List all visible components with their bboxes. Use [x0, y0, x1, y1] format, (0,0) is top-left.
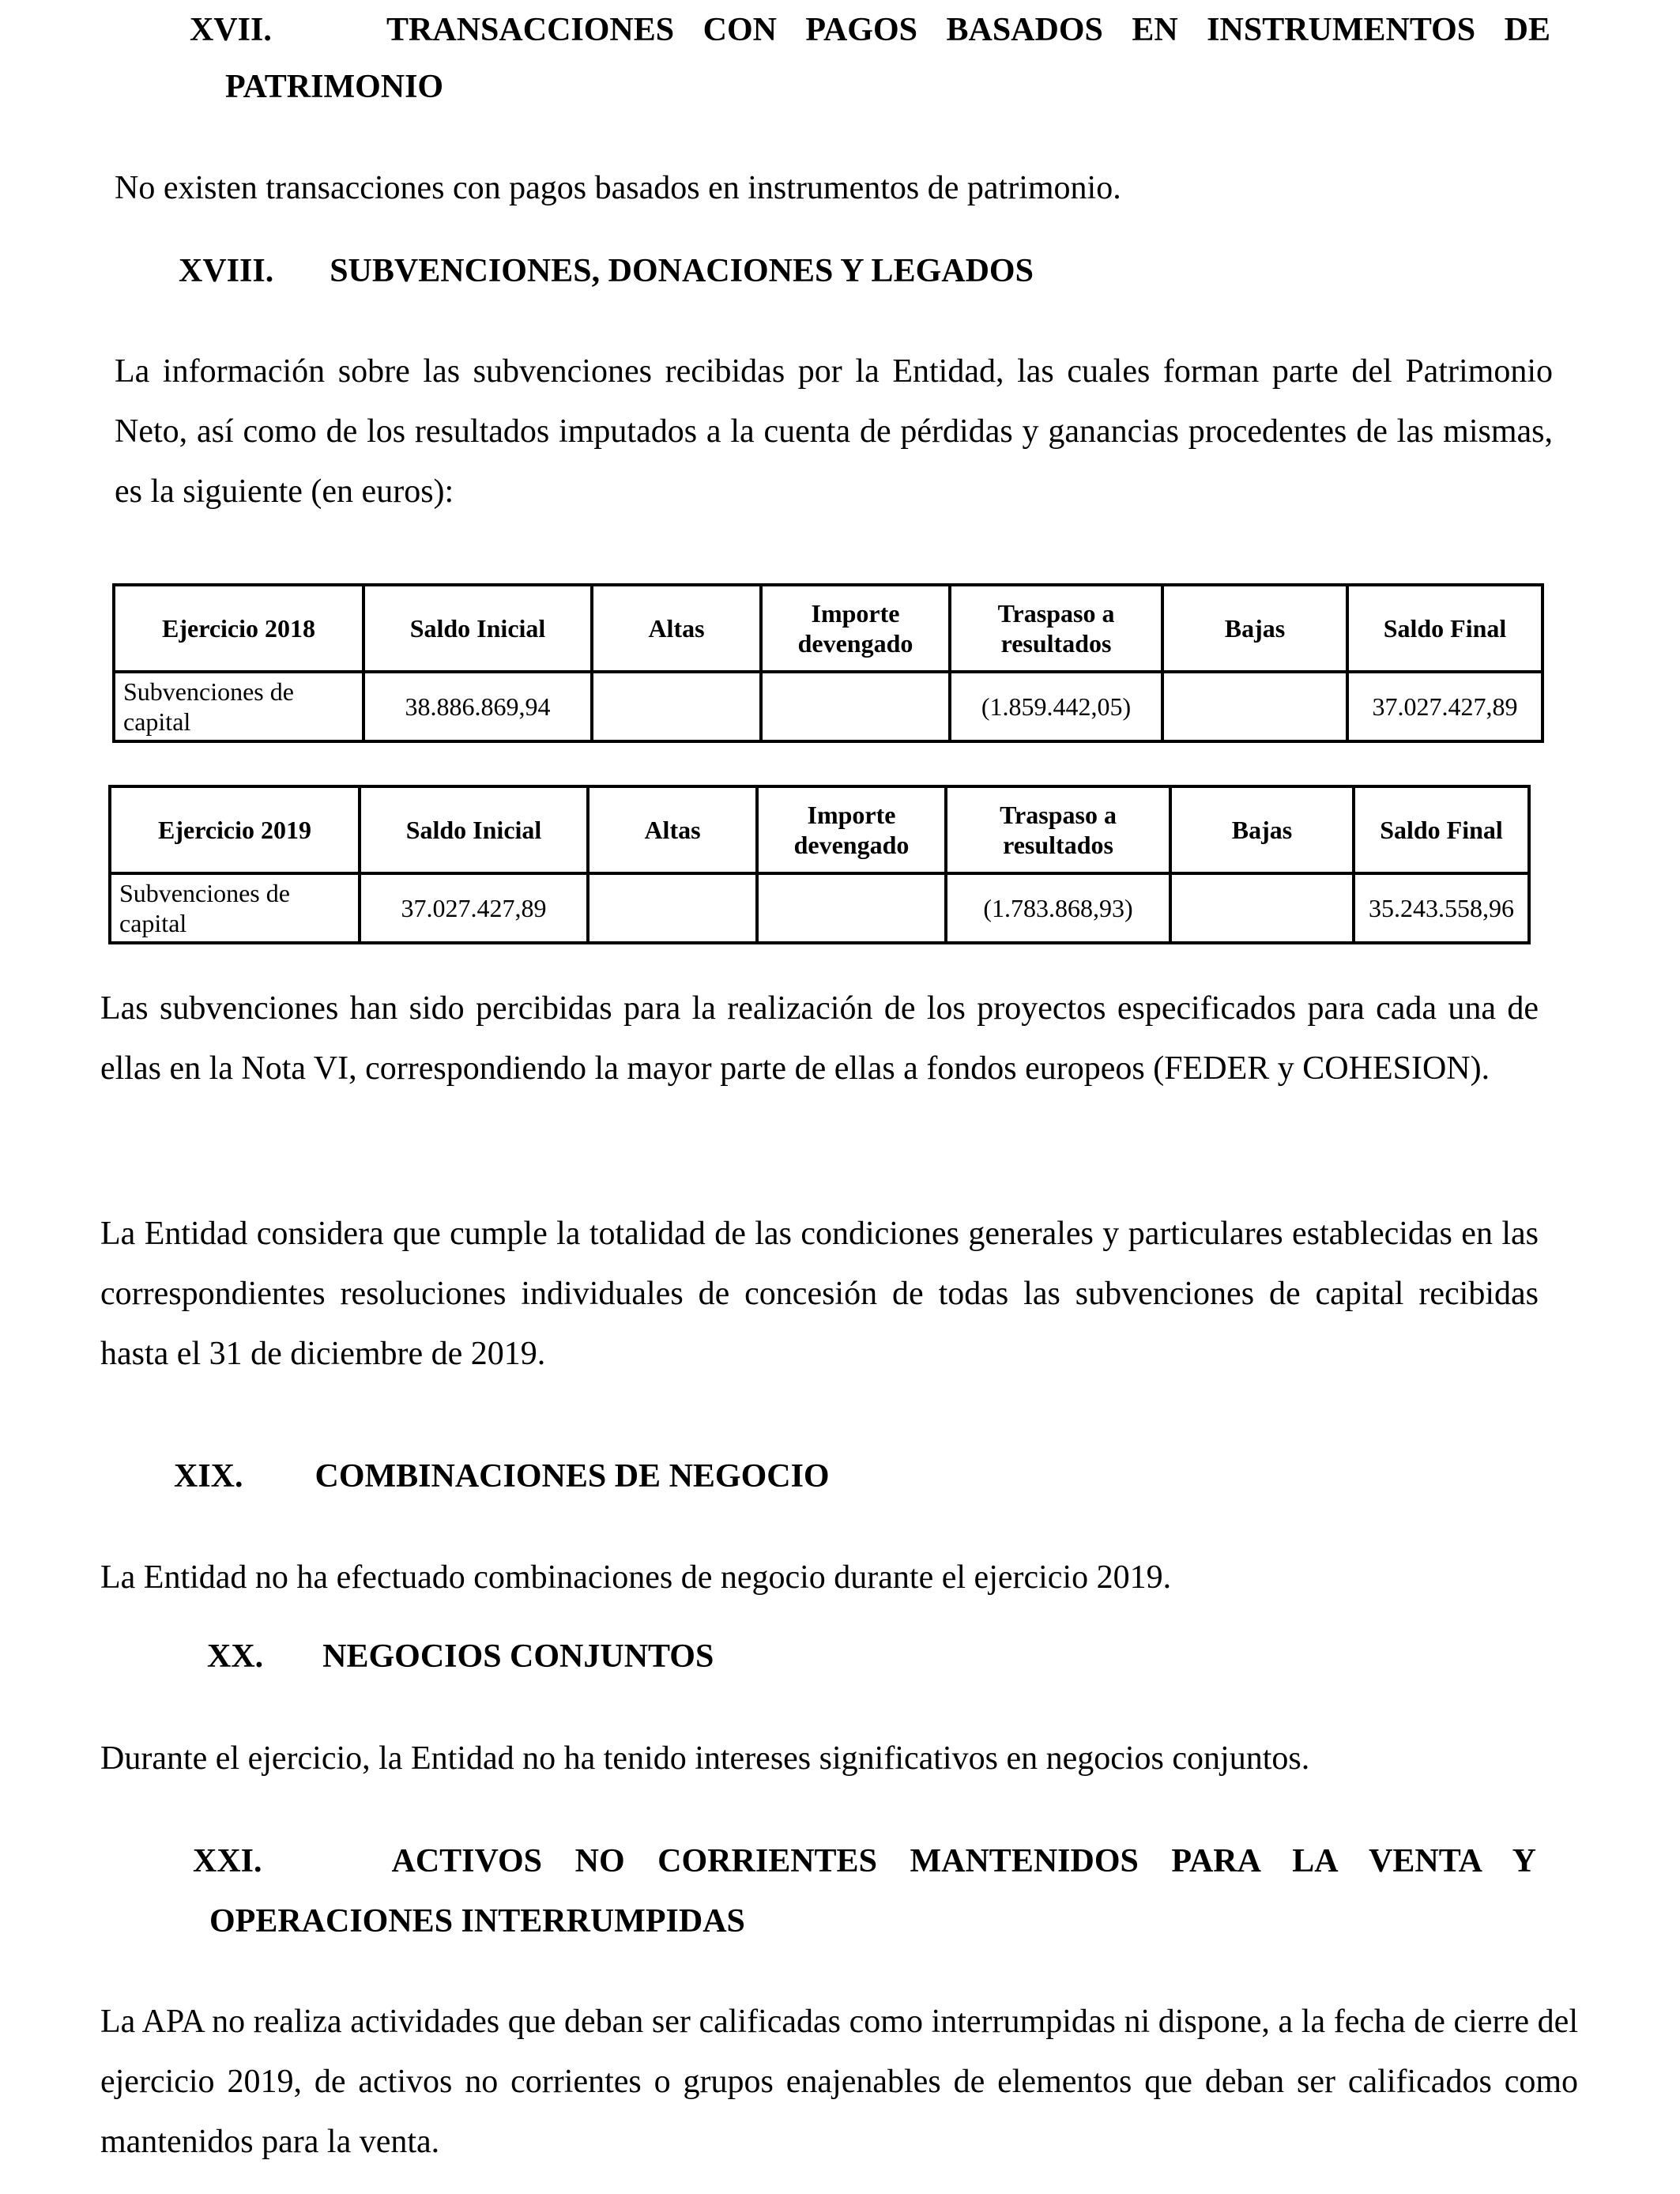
- table-2019-col-importe-devengado: Importe devengado: [757, 786, 946, 873]
- table-2019: [108, 785, 1531, 944]
- table-2018-cell-traspaso: (1.859.442,05): [950, 672, 1162, 741]
- table-row: [110, 873, 1529, 943]
- table-2019-cell-importe-devengado: [757, 873, 946, 943]
- table-2018-col-bajas: Bajas: [1162, 585, 1347, 672]
- section-18-heading: [179, 241, 1034, 301]
- section-19-heading: [174, 1446, 830, 1506]
- section-19-title: COMBINACIONES DE NEGOCIO: [315, 1458, 830, 1495]
- section-17-title-line2: PATRIMONIO: [225, 69, 444, 105]
- section-18-intro: La información sobre las subvenciones recibidas por la Entidad, las cuales forman parte del Patrimonio Neto, así como de los resultados imputados a la cuenta de pérdidas y ganancias procedentes de las mismas, es la siguiente (en euros):: [115, 353, 1553, 510]
- table-2018-col-saldo-inicial: Saldo Inicial: [363, 585, 592, 672]
- table-2018-cell-altas: [592, 672, 761, 741]
- table-row: [114, 672, 1543, 741]
- section-20-text: Durante el ejercicio, la Entidad no ha tenido intereses significativos en negocios conjuntos.: [100, 1740, 1310, 1777]
- section-20-title: NEGOCIOS CONJUNTOS: [322, 1638, 714, 1675]
- table-2019-col-traspaso: Traspaso a resultados: [946, 786, 1170, 873]
- table-2019-col-saldo-inicial: Saldo Inicial: [360, 786, 588, 873]
- section-17-number: XVII.: [190, 12, 272, 48]
- table-2019-col-bajas: Bajas: [1170, 786, 1354, 873]
- table-2018-header-row: [114, 585, 1543, 672]
- section-21-number: XXI.: [193, 1843, 262, 1879]
- table-2018-cell-concepto: Subvenciones de capital: [114, 672, 363, 741]
- section-17-title-line1: TRANSACCIONES CON PAGOS BASADOS EN INSTRUMENTOS DE: [386, 12, 1550, 48]
- section-18-number: XVIII.: [179, 253, 274, 289]
- table-2018-col-ejercicio: Ejercicio 2018: [114, 585, 363, 672]
- table-2018-cell-bajas: [1162, 672, 1347, 741]
- table-2019-col-altas: Altas: [588, 786, 757, 873]
- table-2018-cell-saldo-final: 37.027.427,89: [1347, 672, 1543, 741]
- section-20-number: XX.: [207, 1638, 264, 1675]
- section-19-number: XIX.: [174, 1458, 243, 1495]
- section-21-heading: [193, 1831, 1536, 1891]
- table-2019-cell-saldo-inicial: 37.027.427,89: [360, 873, 588, 943]
- table-2018-col-saldo-final: Saldo Final: [1347, 585, 1543, 672]
- section-21-text: La APA no realiza actividades que deban ser calificadas como interrumpidas ni dispone, a la fecha de cierre del ejercicio 2019, de activos no corrientes o grupos enajenables de elementos que deban ser calificados como mantenidos para la venta.: [100, 2004, 1578, 2160]
- section-19-text: La Entidad no ha efectuado combinaciones de negocio durante el ejercicio 2019.: [100, 1559, 1172, 1596]
- table-2018-col-altas: Altas: [592, 585, 761, 672]
- table-2018-col-importe-devengado: Importe devengado: [761, 585, 950, 672]
- table-2019-col-ejercicio: Ejercicio 2019: [110, 786, 360, 873]
- table-2018: [112, 583, 1544, 743]
- table-2018-col-traspaso: Traspaso a resultados: [950, 585, 1162, 672]
- section-18-para1: Las subvenciones han sido percibidas para la realización de los proyectos especificados para cada una de ellas en la Nota VI, correspondiendo la mayor parte de ellas a fondos europeos (FEDER y COHESION).: [100, 990, 1539, 1087]
- table-2018-cell-importe-devengado: [761, 672, 950, 741]
- section-20-heading: [207, 1627, 714, 1687]
- table-2019-cell-traspaso: (1.783.868,93): [946, 873, 1170, 943]
- table-2019-header-row: [110, 786, 1529, 873]
- table-2018-cell-saldo-inicial: 38.886.869,94: [363, 672, 592, 741]
- section-18-title: SUBVENCIONES, DONACIONES Y LEGADOS: [330, 253, 1034, 289]
- section-17-text: No existen transacciones con pagos basados en instrumentos de patrimonio.: [115, 170, 1121, 206]
- table-2019-col-saldo-final: Saldo Final: [1354, 786, 1529, 873]
- table-2019-cell-altas: [588, 873, 757, 943]
- section-21-title-line2: OPERACIONES INTERRUMPIDAS: [209, 1903, 745, 1940]
- table-2019-cell-saldo-final: 35.243.558,96: [1354, 873, 1529, 943]
- section-17-heading: [190, 0, 1550, 60]
- section-21-title-line1: ACTIVOS NO CORRIENTES MANTENIDOS PARA LA VENTA Y: [391, 1843, 1536, 1879]
- table-2019-cell-concepto: Subvenciones de capital: [110, 873, 360, 943]
- table-2019-cell-bajas: [1170, 873, 1354, 943]
- section-18-para2: La Entidad considera que cumple la totalidad de las condiciones generales y particulares establecidas en las correspondientes resoluciones individuales de concesión de todas las subvenciones de capital recibidas hasta el 31 de diciembre de 2019.: [100, 1216, 1539, 1372]
